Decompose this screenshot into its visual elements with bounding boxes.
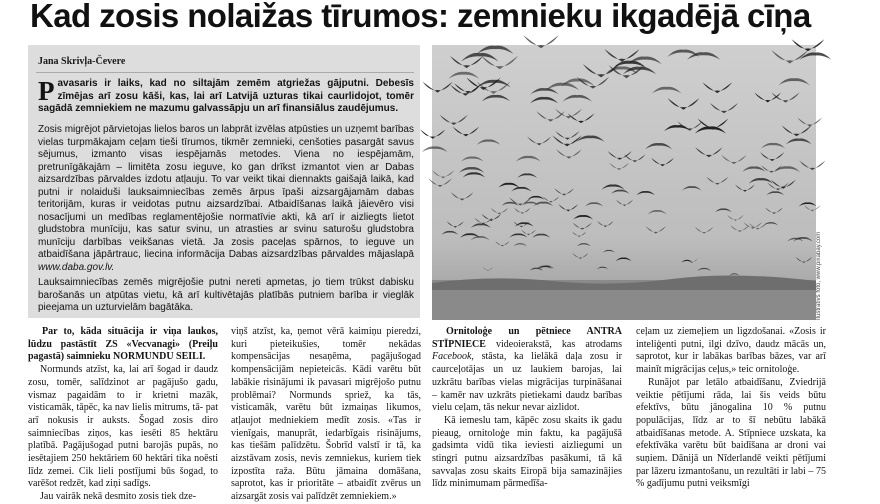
lead-paragraph [38, 78, 414, 128]
column-paragraph: Kā iemeslu tam, kāpēc zosu skaits ik gadu pieaug, ornitoloģe min faktu, ka pagājušā gadsimta vidū tika ieviesti aizliegumi un stingri putnu aizsardzības pasākumi, tā kā savvaļas zosu skaits Eiropā bija samazinājies līdz minimumam pārmedīša- [432, 414, 622, 490]
article-column-1 [28, 326, 218, 503]
column-paragraph: Ornitoloģe un pētniece ANTRA STĪPNIECE videoierakstā, kas atrodams Facebook, stāsta, ka lielākā daļa zosu ir caurceļotājas un uz laukiem barojas, lai uzkrātu barības vielas migrācijas turpināšanai – kamēr nav uzkrāts pietiekami daudz barības vielu ceļam, tās nekur nevar aizlidot. [432, 326, 623, 414]
photo-credit: Ilustratīvs foto, www.pixabay.com [816, 231, 822, 320]
expert-name: Ornitoloģe un pētniece ANTRA STĪPNIECE [432, 326, 622, 350]
byline: Jana Skrivļa-Čevere [38, 56, 126, 67]
article-column-4 [636, 326, 826, 495]
column-paragraph: viņš atzīst, ka, ņemot vērā kaimiņu pieredzi, kuri pieteikušies, tomēr nekādas kompensācijas nesaņēma, pagājušogad kompensācijām nepieteicās. Kādi varētu būt labākie risinājumi ik pavasari migrējošo putnu problēmai? Normunds spriež, ka tās, visticamāk, varētu būt izmaiņas likumos, atļaujot medniekiem medīt zosis. «Tas ir vienīgais, manuprāt, iedarbīgais risinājums, kas tiešām palīdzētu. Šobrīd valstī ir tā, ka aizstāvam zosis, nevis zemniekus, kuriem tiek izpostīta raža. Būtu jāmaina domāšana, saprotot, kas ir prioritāte – atbaidīt zvērus un aizsargāt zosis vai palīdzēt zemniekiem.» [231, 326, 421, 503]
article-column-2 [231, 326, 421, 503]
article-column-3 [432, 326, 622, 495]
flock-of-geese-image [432, 45, 816, 320]
intro-text: Zosis migrējot pārvietojas lielos baros un labprāt izvēlas atpūsties un uzņemt barības vielas turpmākajam ceļam tieši tīrumos, tikmēr zemnieki, cenšoties pasargāt savus sējumus, izmanto visas iespējamās metodes. Viena no iespējamām, pretrunīgākajām – limitēta zosu ieguve, ko gan drīkst izmantot vien ar Dabas aizsardzības pārvaldes izdotu atļauju. To var veikt tikai diennakts gaišajā laikā, kad putni ir nolaiduši lauksaimniecības zemēs ārpus īpaši aizsargājamām dabas teritorijām, kuras ir veidotas putnu aizsardzībai. Atbaidīšanas laikā jāievēro visi nosacījumi un medības reglamentējošie normatīvie akti, kā arī ir aizliegts lietot gludstobra munīciju, kas satur svinu, un atrasties ar svinu saturošu gludstobra munīciju darbības veikšanas vietā. Ja zosis paceļas spārnos, to ieguve un atbaidīšana jāpārtrauc, liecina informācija Dabas aizsardzības pārvaldes mājaslapā [38, 124, 414, 260]
interview-intro: Par to, kāda situācija ir viņa laukos, lūdzu pastāstīt ZS «Vecvanagi» (Preiļu pagastā) saimnieku NORMUNDU SEILI. [28, 326, 218, 363]
lead-text: avasaris ir laiks, kad no siltajām zemēm atgriežas gājputni. Debesīs zīmējas arī zosu kāši, kas, lai arī Latvijā uzturas tikai caurlidojot, tomēr sagādā zemniekiem ne mazumu galvassāpju un arī finansiālus zaudējumus. [38, 78, 414, 115]
column-paragraph: Jau vairāk nekā desmito zosis tiek dze- [40, 491, 197, 503]
intro-body [38, 124, 414, 312]
intro-paragraph [38, 124, 414, 274]
drop-cap: P [38, 76, 55, 106]
intro-paragraph-2: Lauksaimniecības zemēs migrējošie putni nereti apmetas, jo tiem trūkst dabisku barošanās un atpūtas vietu, kā arī kultivētajās platībās putniem barība ir vieglāk pieejama un uzturvielām bagātāka. [38, 277, 414, 313]
column-paragraph: ceļam uz ziemeļiem un ligzdošanai. «Zosis ir inteliģenti putni, ilgi dzīvo, daudz mācās un, saprotot, kur ir labākas barības bāzes, var arī mainīt migrācijas ceļus,» teic ornitoloģe. [636, 326, 826, 376]
website-link[interactable]: www.daba.gov.lv. [38, 261, 115, 273]
column-paragraph: Runājot par letālo atbaidīšanu, Zviedrijā veiktie pētījumi rāda, lai šis veids būtu efektīvs, būtu jānogalina 10 % putnu populācijas, līdz ar to šī nebūtu labākā atbaidīšanas metode. A. Stīpniece uzskata, ka efektīvāka varētu būt baidīšana ar droni vai suņiem. Dānijā un Nīderlandē veikti pētījumi par lāzeru izmantošanu, un rezultāti ir labi – 75 % gadījumu putni veiksmīgi [636, 376, 826, 490]
geese-photo [432, 45, 816, 320]
headline: Kad zosis nolaižas tīrumos: zemnieku ikgadējā cīņa [30, 0, 811, 34]
facebook-mention: Facebook, [432, 351, 474, 363]
column-paragraph: Normunds atzīst, ka, lai arī šogad ir daudz zosu, tomēr, salīdzinot ar pagājušo gadu, vismaz pagaidām to ir krietni mazāk, visticamāk, tāpēc, ka nav lielis mitrums, tā- pat arī nokusis ir auksts. Šogad zosis diro saimniecības ziņos, kas iesēti 85 hektāru platībā. Pagājušogad putni barojās pupās, no iesētajiem 250 hektāriem 60 hektāri tika noēsti līdz zemei. Cik lieli postījumi būs šogad, to varēšot redzēt, kad ziņi sadīgs. [28, 364, 218, 490]
divider [36, 72, 414, 73]
